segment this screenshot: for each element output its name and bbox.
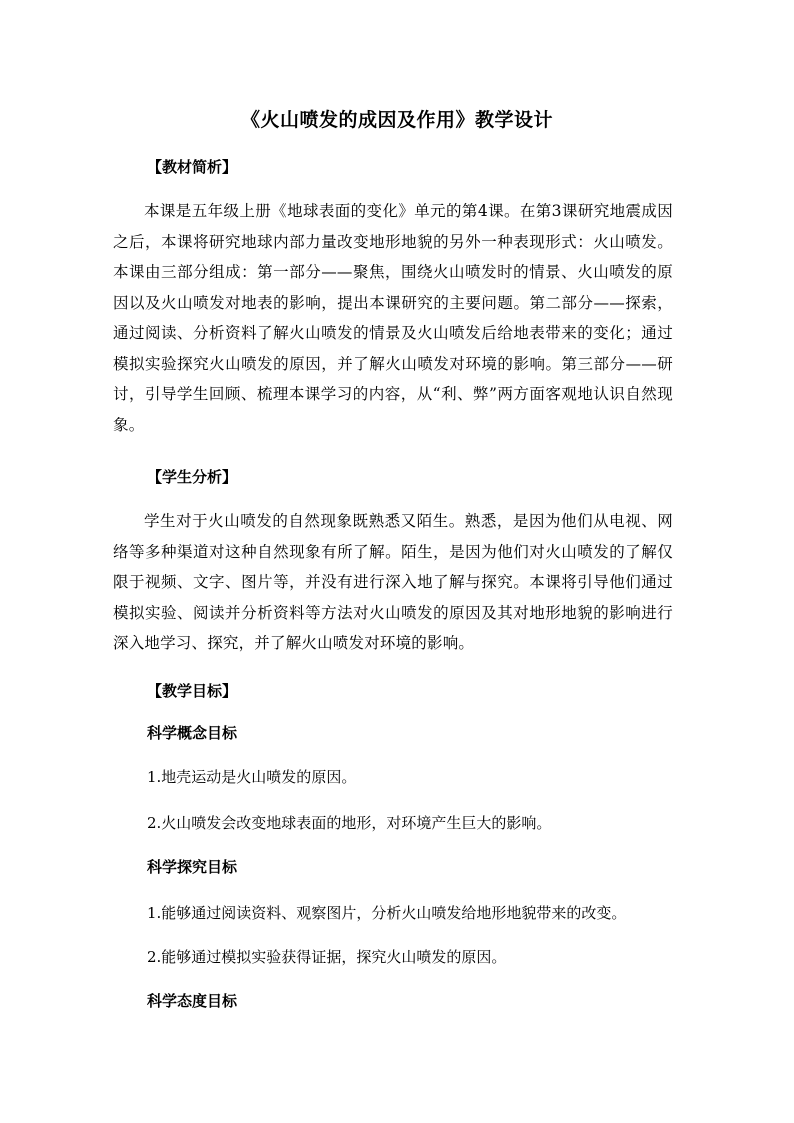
list-item: 1.地壳运动是火山喷发的原因。 [147, 768, 357, 786]
list-item: 2.火山喷发会改变地球表面的地形，对环境产生巨大的影响。 [147, 814, 552, 832]
document-title: 《火山喷发的成因及作用》教学设计 [240, 109, 553, 131]
list-item: 2.能够通过模拟实验获得证据，探究火山喷发的原因。 [147, 948, 507, 966]
paragraph-students: 学生对于火山喷发的自然现象既熟悉又陌生。熟悉，是因为他们从电视、网络等多种渠道对这种自然现象有所了解。陌生，是因为他们对火山喷发的了解仅限于视频、文字、图片等，并没有进行深入地了解与探究。本课将引导他们通过模拟实验、阅读并分析资料等方法对火山喷发的原因及其对地形地貌的影响进行深入地学习、探究，并了解火山喷发对环境的影响。 [113, 512, 673, 652]
subheading-inquiry-goals: 科学探究目标 [147, 858, 238, 876]
section-heading-goals: 【教学目标】 [147, 682, 238, 700]
section-heading-students: 【学生分析】 [147, 468, 238, 486]
subheading-attitude-goals: 科学态度目标 [147, 992, 238, 1010]
subheading-concept-goals: 科学概念目标 [147, 724, 238, 742]
paragraph-textbook: 本课是五年级上册《地球表面的变化》单元的第4课。在第3课研究地震成因之后，本课将研究地球内部力量改变地形地貌的另外一种表现形式：火山喷发。本课由三部分组成：第一部分——聚焦，围绕火山喷发时的情景、火山喷发的原因以及火山喷发对地表的影响，提出本课研究的主要问题。第二部分——探索，通过阅读、分析资料了解火山喷发的情景及火山喷发后给地表带来的变化；通过模拟实验探究火山喷发的原因，并了解火山喷发对环境的影响。第三部分——研讨，引导学生回顾、梳理本课学习的内容，从“利、弊”两方面客观地认识自然现象。 [113, 202, 673, 434]
section-heading-textbook: 【教材简析】 [147, 158, 238, 176]
list-item: 1.能够通过阅读资料、观察图片，分析火山喷发给地形地貌带来的改变。 [147, 904, 627, 922]
